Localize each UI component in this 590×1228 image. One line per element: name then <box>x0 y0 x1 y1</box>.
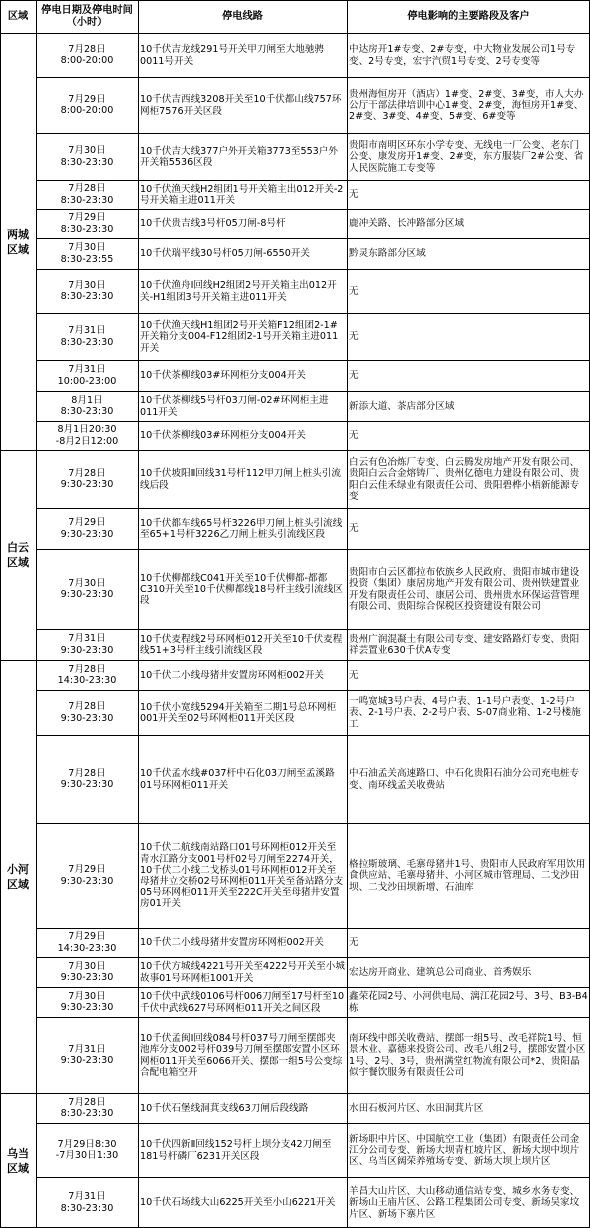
grid-line-h <box>0 0 590 1</box>
outage-line: 10千伏贵吉线3号杆05刀闸-8号杆 <box>140 218 286 230</box>
outage-time: 8月1日 8:30-23:30 <box>60 394 114 417</box>
grid-line-h <box>36 421 590 422</box>
outage-time: 7月30日 8:30-23:55 <box>60 242 114 265</box>
grid-line-h <box>36 957 590 958</box>
grid-line-h <box>36 1017 590 1018</box>
outage-time: 7月29日 14:30-23:30 <box>57 931 117 954</box>
grid-line-h <box>36 360 590 361</box>
outage-impact: 无 <box>349 189 359 201</box>
outage-line: 10千伏坡阳Ⅱ回线31号杆112甲刀闸上桩头引流线后段 <box>140 468 341 491</box>
outage-line: 10千伏二航线南站路口01号环网柜012开关至青水江路分支001号杆02号刀闸至2274开关，10千伏二小线二戈桥头01号环网柜012开关至母猪井立交桥02号环网柜011开关至备站路分支05号环网柜011开关至222C开关至母猪井安置房01开关 <box>140 842 344 910</box>
outage-line: 10千伏柳都线C041开关至10千伏柳都-都都C310开关至10千伏柳都线18号杆主线引流线区段 <box>140 572 343 607</box>
outage-impact: 新添大道、茶店部分区域 <box>349 400 455 412</box>
grid-line-h <box>36 313 590 314</box>
outage-line: 10千伏石堡线洞萁支线63刀闸后段线路 <box>140 1102 309 1114</box>
outage-impact: 白云有色冶炼厂专变、白云腾发房地产开发有限公司、贵阳白云合金熔铸厂、贵州亿德电力建设有限公司、贵阳白云佳禾绿业有限责任公司、贵阳碧桦小梧新能源专变 <box>349 457 580 502</box>
grid-line-h <box>0 1093 590 1094</box>
header-time: 停电日期及停电时间（小时） <box>41 4 133 28</box>
grid-line-h <box>36 1123 590 1124</box>
grid-line-h <box>36 629 590 630</box>
outage-line: 10千伏吉龙线291号开关甲刀闸至大地驰骋0011号开关 <box>140 44 325 67</box>
outage-impact: 贵州广润混凝土有限公司专变、建安路路灯专变、贵阳祥芸置业630千伏A专变 <box>349 633 580 656</box>
grid-line-h <box>36 987 590 988</box>
grid-line-h <box>36 269 590 270</box>
outage-time: 7月28日 9:30-23:30 <box>60 701 114 724</box>
outage-impact: 南环线中郎关收费站、摆郎一组5号、改毛祥院1号、恒景木业、嘉德来投资公司、改毛八组2号，摆郎安置小区1号、2号、3号，贵州满堂红物流有限公司*2、贵阳晶似宇餐饮服务有限责任公司 <box>349 1033 586 1078</box>
outage-time: 7月30日 8:30-23:30 <box>60 279 114 302</box>
area-label: 白云区域 <box>7 541 29 569</box>
outage-line: 10千伏小宽线5294开关箱至二期1号总环网柜001开关至02号环网柜011开关区段 <box>140 701 337 724</box>
outage-line: 10千伏孟闽Ⅰ回线084号杆037号刀闸至摆郎夹池库分支002号杆039号刀闸至摆郎安置小区环网柜011开关至6066开关、摆郎一组5号公变综合配电箱空开 <box>140 1033 343 1078</box>
grid-line-h <box>36 690 590 691</box>
outage-line: 10千伏茶柳线5号杆03刀闸-02#环网柜主进011开关 <box>140 395 329 418</box>
outage-impact: 无 <box>349 331 359 343</box>
outage-time: 7月28日 9:30-23:30 <box>60 767 114 790</box>
outage-time: 7月28日 8:30-23:30 <box>60 183 114 206</box>
grid-line-h <box>36 209 590 210</box>
outage-line: 10千伏渔天线H1组团2号开关箱F12组团2-1#开关箱分支004-F12组团2-1号开关箱主进011开关 <box>140 320 339 354</box>
grid-line-h <box>36 77 590 78</box>
grid-line-v <box>347 0 348 1228</box>
outage-impact: 无 <box>349 937 359 949</box>
header-impact: 停电影响的主要路段及客户 <box>407 10 530 22</box>
header-line: 停电线路 <box>222 10 263 22</box>
outage-line: 10千伏四新Ⅱ回线152号杆上坝分支42刀闸至181号杆磷厂6231开关区段 <box>140 1139 332 1162</box>
grid-line-h <box>36 180 590 181</box>
outage-line: 10千伏渔舟Ⅰ回线H2组团2号开关箱主出012开关-H1组团3号开关箱主进011开关 <box>140 280 337 303</box>
outage-line: 10千伏方城线4221号开关至4222号开关至小城故事01号环网柜1001开关 <box>140 961 345 984</box>
outage-line: 10千伏中武线0106号杆006刀闸至17号杆至10千伏中武线627号环网柜011开关之间区段 <box>140 991 345 1014</box>
header-area: 区域 <box>7 10 29 22</box>
grid-line-h <box>36 238 590 239</box>
area-label: 小河区域 <box>7 862 29 891</box>
outage-impact: 无 <box>349 285 359 297</box>
area-label: 乌当区域 <box>7 1146 29 1175</box>
grid-line-h <box>36 549 590 550</box>
outage-time: 7月28日 8:00-20:00 <box>60 43 114 66</box>
outage-time: 7月30日 9:30-23:30 <box>60 960 114 983</box>
outage-line: 10千伏吉西线3208开关至10千伏都山线757环网柜7576开关区段 <box>140 94 342 117</box>
outage-line: 10千伏茶柳线03#环网柜分支004开关 <box>140 370 306 382</box>
outage-time: 7月31日 10:00-23:00 <box>57 364 117 387</box>
grid-line-h <box>0 660 590 661</box>
outage-line: 10千伏孟水线#037杆中石化03刀闸至孟溪路01号环网柜011开关 <box>140 768 335 791</box>
grid-line-h <box>36 735 590 736</box>
outage-impact: 无 <box>349 370 359 382</box>
outage-impact: 鹿冲关路、长冲路部分区域 <box>349 218 465 230</box>
outage-time: 7月29日 9:30-23:30 <box>60 517 114 540</box>
outage-time: 7月29日 8:30-23:30 <box>60 212 114 235</box>
outage-time: 7月29日 9:30-23:30 <box>60 864 114 887</box>
outage-impact: 无 <box>349 669 359 681</box>
grid-line-h <box>36 133 590 134</box>
grid-line-h <box>0 33 590 34</box>
outage-time: 7月31日 8:30-23:30 <box>60 325 114 348</box>
outage-time: 7月31日 9:30-23:30 <box>60 633 114 656</box>
grid-line-h <box>0 450 590 451</box>
grid-line-h <box>36 391 590 392</box>
outage-impact: 格拉斯玻璃、毛寨母猪井1号、贵阳市人民政府军用饮用食供应站、毛寨母猪井、小河区城市管理局、二戈沙田坝、二戈沙田坝新增、石油库 <box>349 859 586 893</box>
grid-line-v <box>0 0 1 1228</box>
outage-time: 7月29日8:30 -7月30日1:30 <box>55 1138 119 1161</box>
outage-impact: 无 <box>349 430 359 442</box>
outage-time: 7月28日 8:30-23:30 <box>60 1096 114 1119</box>
outage-impact: 新场职中片区、中国航空工业（集团）有限责任公司金江分公司专变、新场大坝青杠坡片区、新场大坝中坝片区、乌当区阔荣养殖场专变、新场大坝上坝片区 <box>349 1133 580 1168</box>
outage-line: 10千伏石场线大山6225开关至小山6221开关 <box>140 1197 336 1209</box>
outage-impact: 羊昌大山片区、大山移动通信站专变、城乡水务专变、新场山王庙片区、公路工程集团公司专变、新场吴家坟片区、新场下寨片区 <box>349 1186 580 1220</box>
grid-line-h <box>36 508 590 509</box>
outage-time: 7月28日 9:30-23:30 <box>60 467 114 490</box>
outage-line: 10千伏吉大线377户外开关箱3773至553户外开关箱5536区段 <box>140 145 338 168</box>
outage-impact: 中达房开1#专变、2#专变，中大物业发展公司1号专变、2号专变，宏宇汽贸1号专变、2号专变等 <box>349 44 576 67</box>
outage-impact: 宏达房开商业、建筑总公司商业、首秀娱乐 <box>349 966 532 978</box>
grid-line-v <box>138 0 139 1228</box>
outage-impact: 鑫荣花园2号、小河供电局、漓江花园2号、3号、B3-B4栋 <box>349 991 588 1014</box>
outage-time: 7月29日 8:00-20:00 <box>60 93 114 116</box>
outage-impact: 贵阳市白云区都拉布依族乡人民政府、贵阳市城市建设投资（集团）康居房地产开发有限公司、贵州铁建置业开发有限责任公司、康居公司、贵州贵水环保运营管理有限公司、贵阳综合保税区投资建设有限公司 <box>349 567 580 612</box>
outage-impact: 中石油孟关高速路口、中石化贵阳石油分公司充电桩专变、南环线孟关收费站 <box>349 768 580 791</box>
outage-time: 7月30日 9:30-23:30 <box>60 990 114 1013</box>
area-label: 两城区域 <box>7 227 29 256</box>
outage-time: 7月30日 8:30-23:30 <box>60 145 114 168</box>
outage-time: 7月31日 8:30-23:30 <box>60 1191 114 1214</box>
outage-line: 10千伏渔天线H2组团1号开关箱主出012开关-2号开关箱主进011开关 <box>140 183 344 206</box>
outage-line: 10千伏二小线母猪井安置房环网柜002开关 <box>140 669 325 681</box>
outage-impact: 黔灵东路部分区域 <box>349 248 426 260</box>
outage-impact: 贵阳市南明区环东小学专变、无线电一厂公变、老东门公变、康发房开1#变、2#变，东方服装厂2#公变、省人民医院施工专变等 <box>349 140 584 174</box>
outage-line: 10千伏二小线母猪井安置房环网柜002开关 <box>140 937 325 949</box>
outage-time: 8月1日20:30 -8月2日12:00 <box>55 424 119 447</box>
outage-impact: 无 <box>349 523 359 535</box>
outage-line: 10千伏茶柳线03#环网柜分支004开关 <box>140 430 306 442</box>
outage-time: 7月28日 14:30-23:30 <box>57 663 117 686</box>
outage-line: 10千伏瑞平线30号杆05刀闸-6550开关 <box>140 248 311 260</box>
outage-time: 7月31日 9:30-23:30 <box>60 1043 114 1066</box>
grid-line-h <box>36 823 590 824</box>
outage-line: 10千伏都车线65号杆3226甲刀闸上桩头引流线至65+1号杆3226乙刀闸上桩头引流线区段 <box>140 517 343 540</box>
outage-impact: 水田石板河片区、水田洞萁片区 <box>349 1102 484 1114</box>
outage-impact: 一鸣宽城3号户表、4号户表、1-1号户表变、1-2号户表、2-1号户表、2-2号户表、S-07商业箱、1-2号楼施工 <box>349 696 581 730</box>
outage-impact: 贵州海恒房开（酒店）1#变、2#变、3#变，市人大办公厅干部法律培训中心1#变、2#变，海恒房开1#变、2#变、3#变、4#变、5#变、6#变等 <box>349 88 584 123</box>
grid-line-h <box>36 928 590 929</box>
grid-line-v <box>36 0 37 1228</box>
outage-line: 10千伏麦程线2号环网柜012开关至10千伏麦程线51+3号杆主线引流线区段 <box>140 633 343 656</box>
grid-line-h <box>36 1177 590 1178</box>
outage-time: 7月30日 9:30-23:30 <box>60 577 114 600</box>
